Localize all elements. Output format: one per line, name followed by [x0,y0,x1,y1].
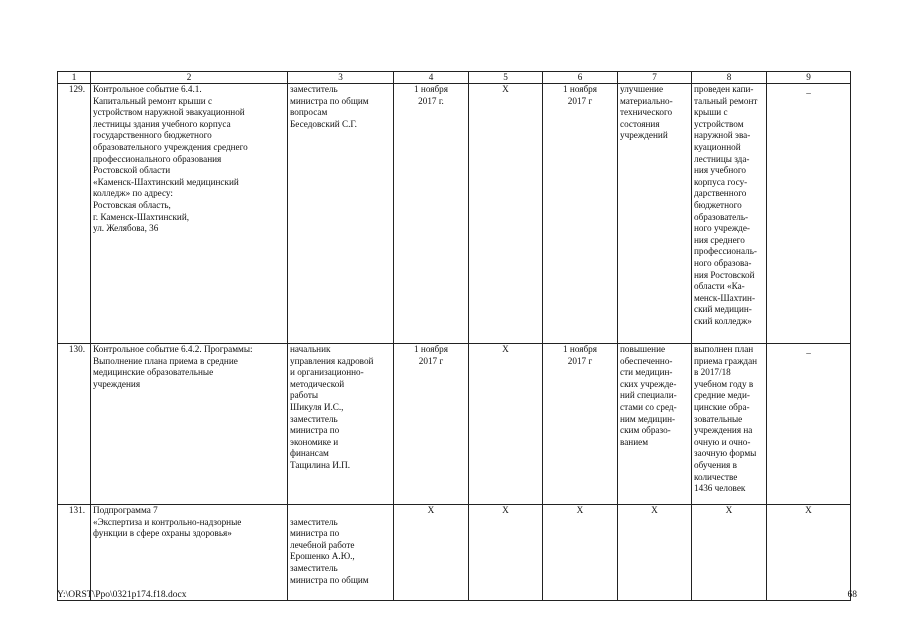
header-row [58,72,851,84]
footer-file-path: Y:\ORST\Ppo\0321p174.f18.docx [57,590,187,600]
note-cell: – [767,344,851,505]
responsible-text: заместитель министра по лечебной работе Ерошенко А.Ю., заместитель министра по общим [290,516,369,585]
value-cell: Х [469,84,543,344]
date-cell: 1 ноября 2017 г. [394,84,469,344]
column-header: 4 [394,72,469,84]
value-cell: Х [469,344,543,505]
date-cell: 1 ноября 2017 г [543,344,618,505]
responsible-cell: заместитель министра по общим вопросам Беседовский С.Г. [288,84,394,344]
note-cell: – [767,84,851,344]
column-header: 7 [618,72,692,84]
column-header: 6 [543,72,618,84]
column-header: 5 [469,72,543,84]
value-cell: Х [469,505,543,601]
fact-cell: проведен капи- тальный ремонт крыши с устройством наружной эва- куационной лестницы зда- ния учебного корпуса госу- дарственного бюджетного образователь- ного учрежде- ния среднего профессиональ- ного образова- ния Ростовской области «Ка- менск-Шахтин- ский медицин- ский колледж» [692,84,767,344]
page-number: 68 [847,590,857,600]
column-header: 1 [58,72,91,84]
row-number: 129. [58,84,91,344]
fact-cell: выполнен план приема граждан в 2017/18 учебном году в средние меди- цинские обра- зовательные учреждения на очную и очно- заочную формы обучения в количестве 1436 человек [692,344,767,505]
column-header: 2 [91,72,288,84]
event-cell: Контрольное событие 6.4.1. Капитальный ремонт крыши с устройством наружной эвакуационной лестницы здания учебного корпуса государственного бюджетного образовательного учреждения среднего профессионального образования Ростовской области «Каменск-Шахтинский медицинский колледж» по адресу: Ростовская область, г. Каменск-Шахтинский, ул. Желябова, 36 [91,84,288,344]
date-cell: 1 ноября 2017 г [394,344,469,505]
report-table [57,71,851,601]
date-cell: 1 ноября 2017 г [543,84,618,344]
event-cell: Контрольное событие 6.4.2. Программы: Выполнение плана приема в средние медицинские образовательные учреждения [91,344,288,505]
row-number: 130. [58,344,91,505]
column-header: 8 [692,72,767,84]
result-cell: повышение обеспеченно- сти медицин- ских учрежде- ний специали- стами со сред- ним медицин- ским образо- ванием [618,344,692,505]
value-cell: Х [692,505,767,601]
column-header: 3 [288,72,394,84]
table-row [58,344,851,505]
column-header: 9 [767,72,851,84]
result-cell: улучшение материально- технического состояния учреждений [618,84,692,344]
table-row [58,505,851,601]
value-cell: Х [543,505,618,601]
value-cell: Х [618,505,692,601]
event-cell: Подпрограмма 7 «Экспертиза и контрольно-надзорные функции в сфере охраны здоровья» [91,505,288,601]
value-cell: Х [767,505,851,601]
responsible-cell: начальник управления кадровой и организационно- методической работы Шикуля И.С., заместитель министра по экономике и финансам Тащилина И.П. [288,344,394,505]
row-number: 131. [58,505,91,601]
value-cell: Х [394,505,469,601]
responsible-cell [288,505,394,601]
table-row [58,84,851,344]
